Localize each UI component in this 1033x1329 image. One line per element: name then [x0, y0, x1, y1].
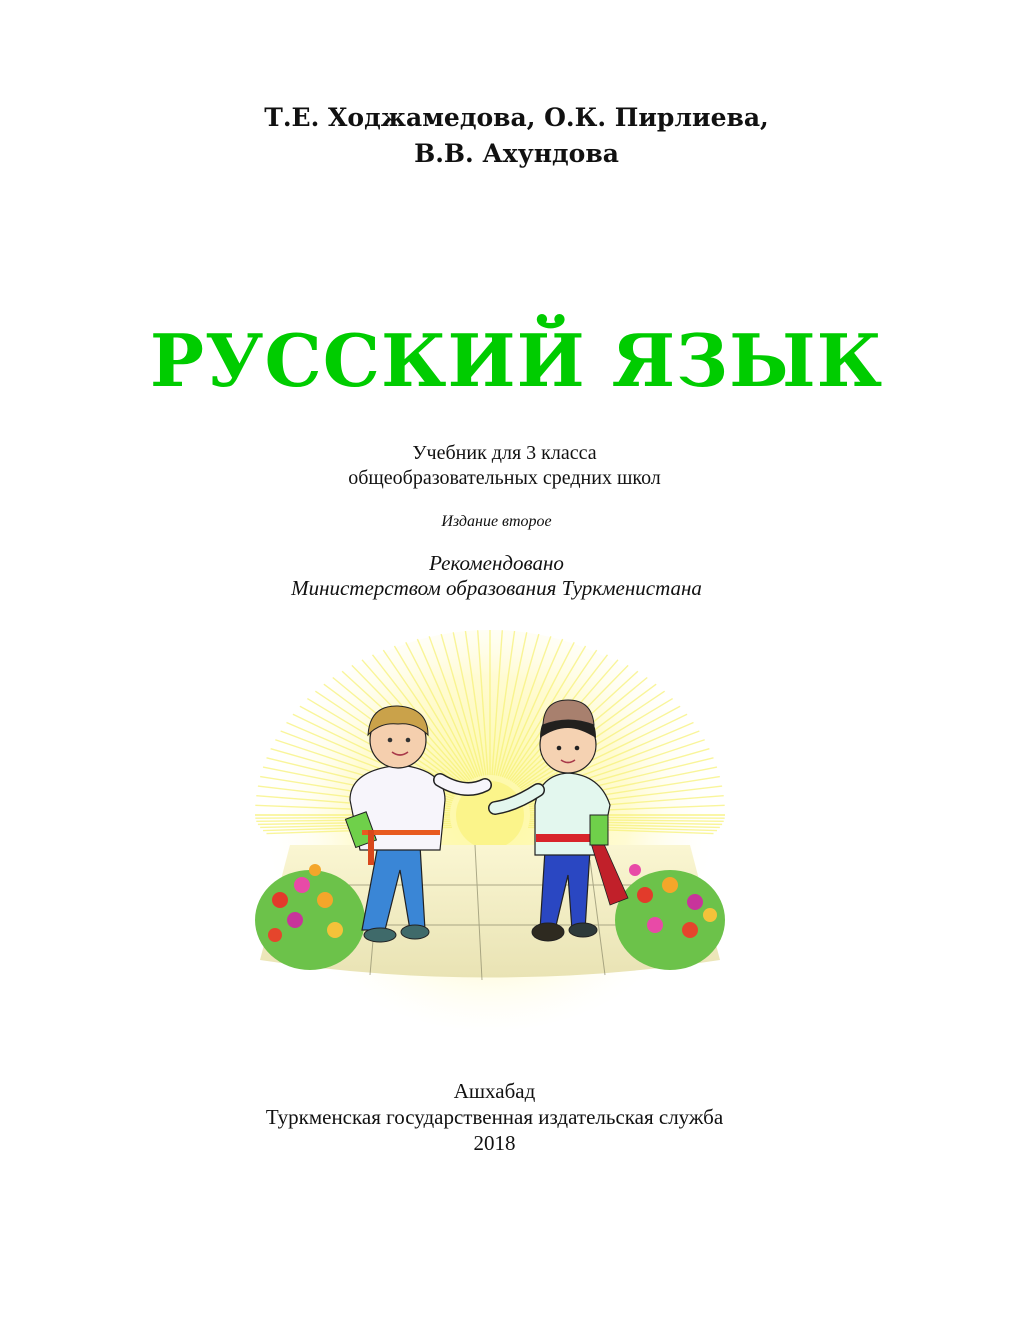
publisher-info: [0, 1078, 1011, 1156]
authors-line-1: Т.Е. Ходжамедова, О.К. Пирлиева,: [264, 103, 769, 132]
recommendation-line-2: Министерством образования Туркменистана: [291, 576, 702, 600]
recommendation-line-1: Рекомендовано: [429, 551, 564, 575]
authors: [0, 100, 1033, 172]
cover-illustration: [250, 630, 730, 1050]
book-title-text: РУССКИЙ ЯЗЫК: [149, 318, 884, 403]
subtitle-line-2: общеобразовательных средних школ: [348, 467, 661, 489]
subtitle-line-1: Учебник для 3 класса: [412, 442, 597, 464]
two-boys-sunrise-illustration-icon: [250, 630, 730, 1050]
edition-label: Издание второе: [441, 513, 552, 530]
publication-year: 2018: [473, 1131, 516, 1155]
book-subtitle: [0, 441, 1021, 491]
publisher-name: Туркменская государственная издательская служба: [265, 1105, 724, 1129]
recommendation: [0, 551, 1013, 601]
publisher-city: Ашхабад: [453, 1079, 536, 1103]
authors-line-2: В.В. Ахундова: [414, 139, 619, 168]
book-title: [0, 318, 1033, 404]
